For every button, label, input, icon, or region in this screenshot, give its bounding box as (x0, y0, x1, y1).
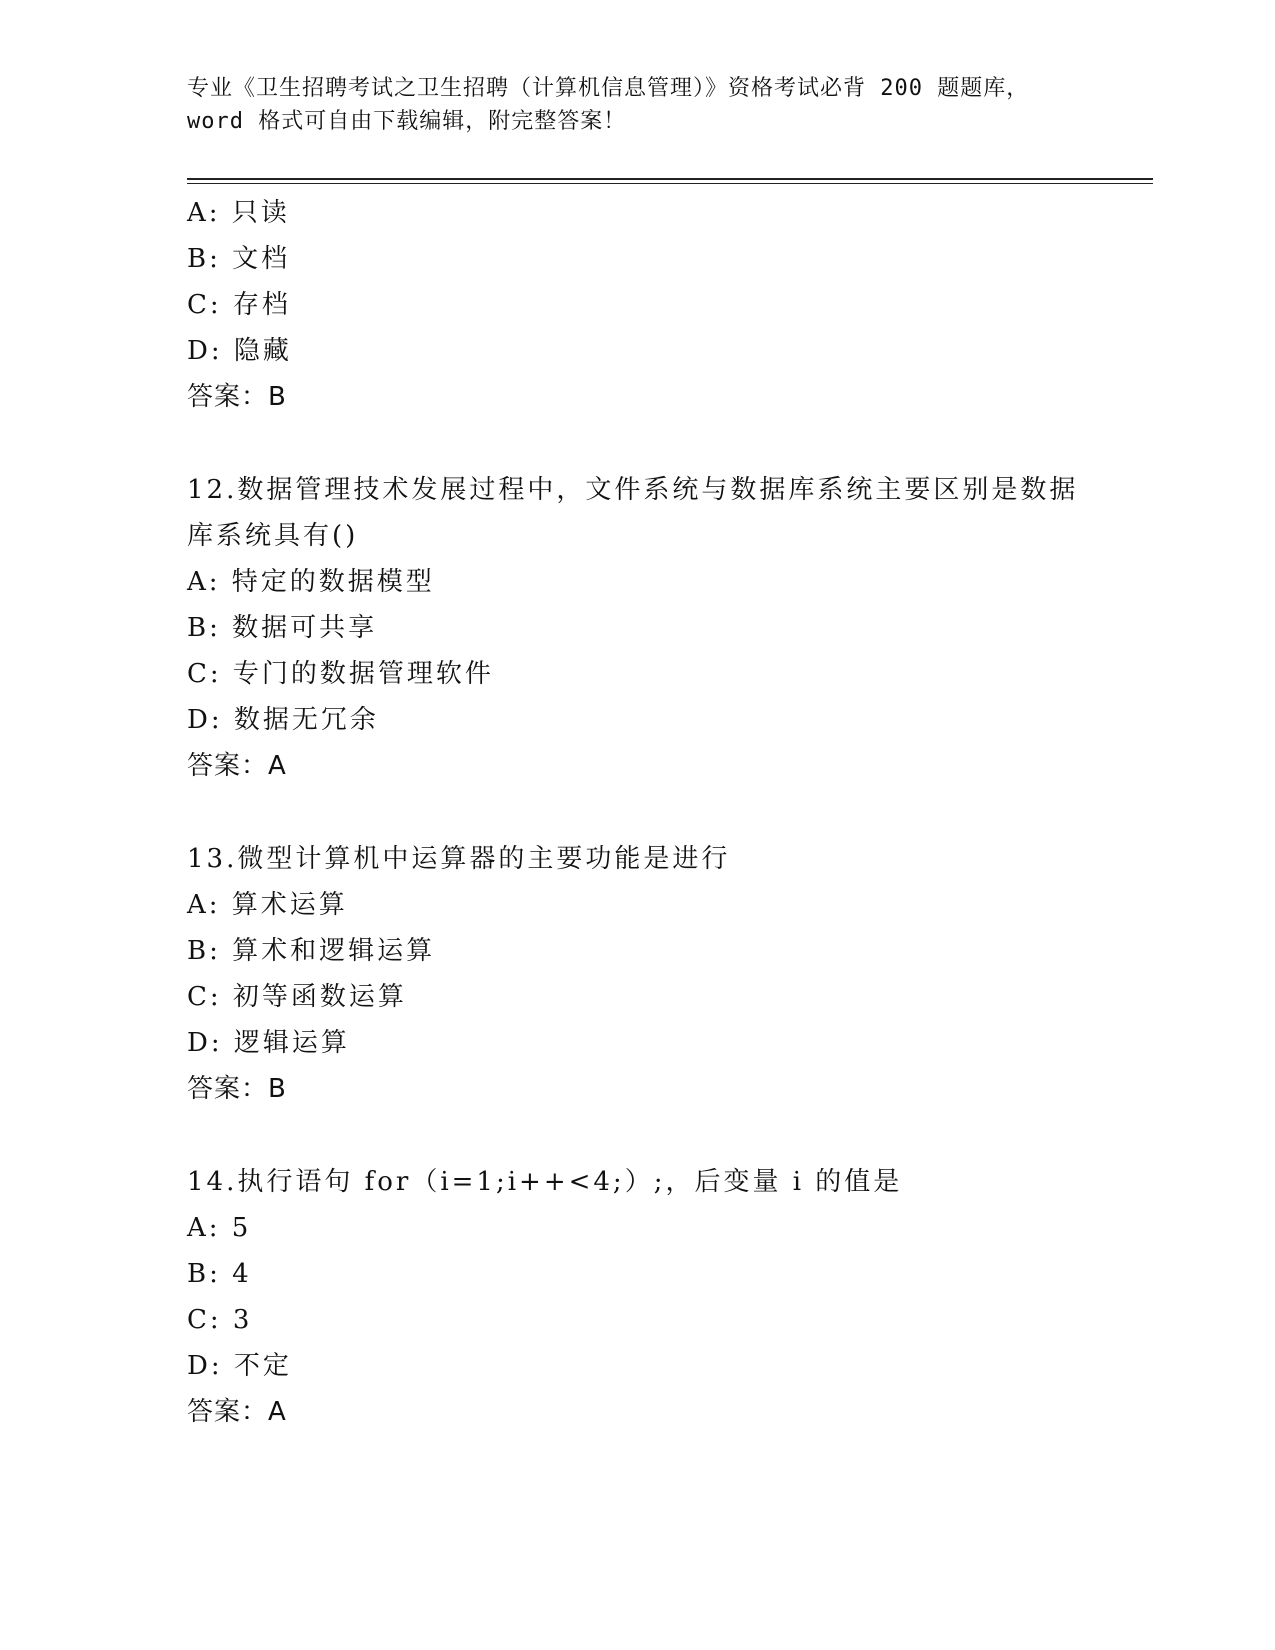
option-b: B: 算术和逻辑运算 (187, 936, 436, 966)
header-divider-thin (187, 183, 1153, 184)
option-c: C: 存档 (187, 290, 291, 320)
option-c: C: 初等函数运算 (187, 982, 407, 1012)
header-line-1: 专业《卫生招聘考试之卫生招聘（计算机信息管理）》资格考试必背 200 题题库， (187, 76, 1030, 101)
answer-line: 答案：B (187, 1074, 287, 1104)
question-14 (187, 1159, 1087, 1435)
option-a: A: 只读 (187, 198, 290, 228)
option-a: A: 特定的数据模型 (187, 567, 435, 597)
option-d: D: 逻辑运算 (187, 1028, 350, 1058)
answer-line: 答案：B (187, 382, 287, 412)
answer-line: 答案：A (187, 751, 287, 781)
question-list (187, 190, 1087, 1435)
question-stem: 13.微型计算机中运算器的主要功能是进行 (187, 844, 731, 874)
option-b: B: 4 (187, 1259, 252, 1289)
option-d: D: 隐藏 (187, 336, 292, 366)
question-11 (187, 190, 1087, 420)
question-13 (187, 836, 1087, 1112)
question-stem: 14.执行语句 for（i=1;i++<4;）;，后变量 i 的值是 (187, 1167, 903, 1197)
question-stem-line-2: 库系统具有() (187, 521, 359, 551)
answer-line: 答案：A (187, 1397, 287, 1427)
option-b: B: 数据可共享 (187, 613, 378, 643)
header-divider-thick (187, 178, 1153, 180)
question-12 (187, 467, 1087, 789)
option-b: B: 文档 (187, 244, 291, 274)
document-header (187, 72, 1067, 138)
option-d: D: 数据无冗余 (187, 705, 379, 735)
option-c: C: 专门的数据管理软件 (187, 659, 494, 689)
option-a: A: 5 (187, 1213, 252, 1243)
header-line-2: word 格式可自由下载编辑，附完整答案！ (187, 109, 627, 134)
question-stem-line-1: 12.数据管理技术发展过程中，文件系统与数据库系统主要区别是数据 (187, 475, 1079, 505)
option-d: D: 不定 (187, 1351, 292, 1381)
option-a: A: 算术运算 (187, 890, 348, 920)
option-c: C: 3 (187, 1305, 253, 1335)
